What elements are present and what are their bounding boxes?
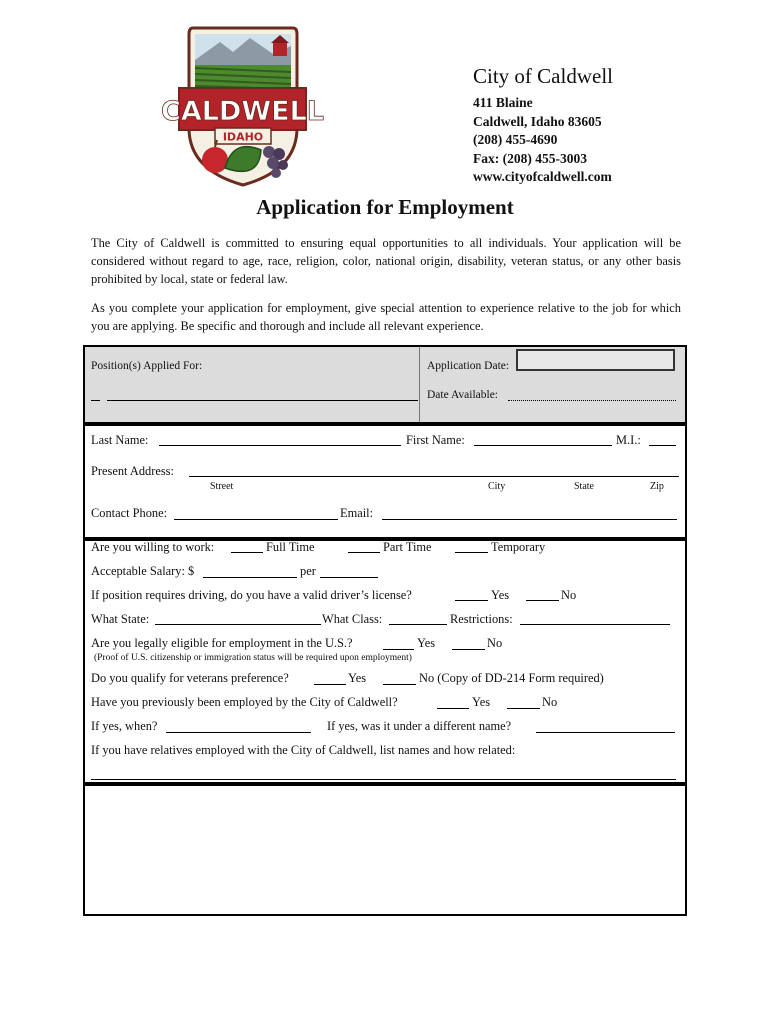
when-input[interactable] xyxy=(166,732,311,733)
eligible-question: Are you legally eligible for employment in the U.S.? xyxy=(91,636,353,650)
relatives-input[interactable] xyxy=(91,779,676,780)
position-divider xyxy=(419,347,420,422)
caldwell-logo-graphic xyxy=(161,20,324,190)
positions-label: Position(s) Applied For: xyxy=(91,360,203,372)
phone-number: (208) 455-4690 xyxy=(473,132,558,147)
what-class-label: What Class: xyxy=(322,612,383,626)
first-name-input[interactable] xyxy=(474,445,612,446)
logo-state: IDAHO xyxy=(222,130,264,144)
last-name-input[interactable] xyxy=(159,445,401,446)
temporary-input[interactable] xyxy=(455,552,488,553)
date-available-input[interactable] xyxy=(508,400,676,401)
veterans-question: Do you qualify for veterans preference? xyxy=(91,671,289,685)
restrictions-label: Restrictions: xyxy=(450,612,513,626)
last-name-label: Last Name: xyxy=(91,433,149,447)
eligible-no-label: No xyxy=(487,636,503,650)
previously-no-input[interactable] xyxy=(507,708,540,709)
full-time-input[interactable] xyxy=(231,552,263,553)
license-yes-input[interactable] xyxy=(455,600,488,601)
present-address-label: Present Address: xyxy=(91,464,174,478)
eligible-yes-input[interactable] xyxy=(383,649,414,650)
salary-input[interactable] xyxy=(203,577,297,578)
additional-section xyxy=(83,784,687,916)
mi-label: M.I.: xyxy=(616,433,641,447)
contact-phone-input[interactable] xyxy=(174,519,338,520)
per-label: per xyxy=(300,564,316,578)
date-available-label: Date Available: xyxy=(427,389,498,401)
eligible-yes-label: Yes xyxy=(417,636,436,650)
page-title: Application for Employment xyxy=(256,195,514,219)
zip-caption: Zip xyxy=(650,481,664,492)
state-caption: State xyxy=(574,481,594,492)
email-input[interactable] xyxy=(382,519,677,520)
website[interactable]: www.cityofcaldwell.com xyxy=(473,169,612,184)
salary-label: Acceptable Salary: $ xyxy=(91,564,195,578)
intro-paragraph-2: As you complete your application for employment, give special attention to experience relative to the job for which you are applying. Be specific and thorough and include all relevant experience. xyxy=(91,301,681,333)
city-name: City of Caldwell xyxy=(473,64,613,88)
citizenship-note: (Proof of U.S. citizenship or immigration status will be required upon employment) xyxy=(94,653,412,663)
logo-text: CALDWELL xyxy=(161,96,324,127)
previously-no-label: No xyxy=(542,695,558,709)
previously-yes-input[interactable] xyxy=(437,708,469,709)
when-label: If yes, when? xyxy=(91,719,158,733)
city-logo xyxy=(161,20,324,190)
present-address-input[interactable] xyxy=(189,476,679,477)
city-contact-block xyxy=(473,64,613,187)
positions-input[interactable] xyxy=(107,400,418,401)
what-class-input[interactable] xyxy=(389,624,447,625)
salary-period-input[interactable] xyxy=(320,577,378,578)
relatives-question: If you have relatives employed with the City of Caldwell, list names and how related: xyxy=(91,743,516,757)
license-question: If position requires driving, do you have a valid driver’s license? xyxy=(91,588,412,602)
fax-number: Fax: (208) 455-3003 xyxy=(473,150,587,166)
license-no-input[interactable] xyxy=(526,600,559,601)
temporary-label: Temporary xyxy=(491,540,546,554)
intro-paragraph-1: The City of Caldwell is committed to ensuring equal opportunities to all individuals. Your application will be considered without regard to age, race, religion, color, national origin, disability, veteran status, or any other basis prohibited by local, state or federal law. xyxy=(91,236,681,286)
email-label: Email: xyxy=(340,506,374,520)
mi-input[interactable] xyxy=(649,445,676,446)
street-address: 411 Blaine xyxy=(473,95,533,110)
application-date-label: Application Date: xyxy=(427,360,510,372)
application-date-input[interactable] xyxy=(516,349,675,371)
restrictions-input[interactable] xyxy=(520,624,670,625)
contact-phone-label: Contact Phone: xyxy=(91,506,168,520)
personal-info-section xyxy=(83,424,687,539)
license-yes-label: Yes xyxy=(491,588,510,602)
license-no-label: No xyxy=(561,588,577,602)
different-name-input[interactable] xyxy=(536,732,675,733)
street-caption: Street xyxy=(210,481,234,492)
previously-employed-question: Have you previously been employed by the City of Caldwell? xyxy=(91,695,398,709)
part-time-input[interactable] xyxy=(348,552,380,553)
eligible-no-input[interactable] xyxy=(452,649,485,650)
city-caption: City xyxy=(488,481,506,492)
city-state-zip: Caldwell, Idaho 83605 xyxy=(473,113,602,129)
veterans-no-input[interactable] xyxy=(383,684,416,685)
willing-label: Are you willing to work: xyxy=(91,540,215,554)
what-state-label: What State: xyxy=(91,612,150,626)
previously-yes-label: Yes xyxy=(472,695,491,709)
positions-line-short xyxy=(91,400,100,401)
different-name-label: If yes, was it under a different name? xyxy=(327,719,512,733)
what-state-input[interactable] xyxy=(155,624,321,625)
full-time-label: Full Time xyxy=(266,540,315,554)
veterans-yes-label: Yes xyxy=(348,671,367,685)
first-name-label: First Name: xyxy=(406,433,465,447)
veterans-no-label: No (Copy of DD-214 Form required) xyxy=(419,671,604,685)
veterans-yes-input[interactable] xyxy=(314,684,346,685)
part-time-label: Part Time xyxy=(383,540,432,554)
